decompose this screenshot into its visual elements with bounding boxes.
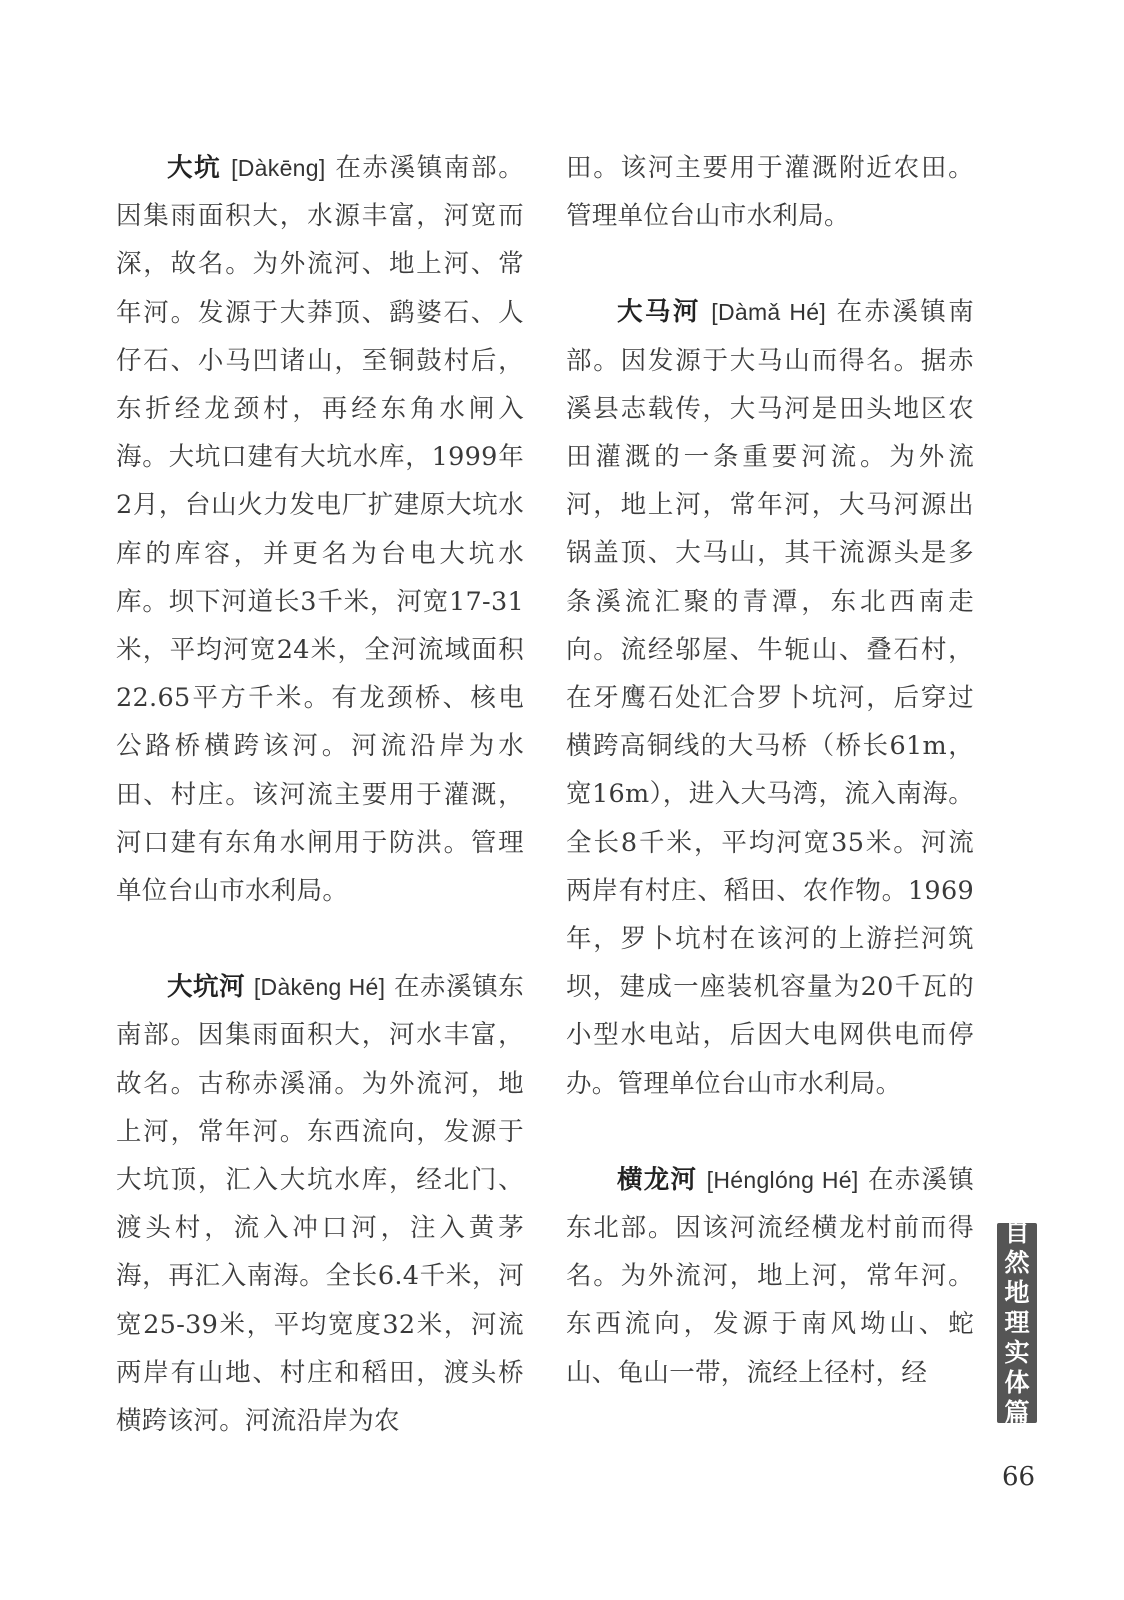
page-number: 66	[1002, 1462, 1036, 1492]
side-tab-char: 自	[1004, 1218, 1030, 1247]
entry-body: 在赤溪镇南部。因发源于大马山而得名。据赤溪县志载传，大马河是田头地区农田灌溉的一条重要河流。为外流河，地上河，常年河，大马河源出锅盖顶、大马山，其干流源头是多条溪流汇聚的青潭，东北西南走向。流经邬屋、牛轭山、叠石村，在牙鹰石处汇合罗卜坑河，后穿过横跨高铜线的大马桥（桥长61m，宽16m），进入大马湾，流入南海。全长8千米，平均河宽35米。河流两岸有村庄、稻田、农作物。1969年，罗卜坑村在该河的上游拦河筑坝，建成一座装机容量为20千瓦的小型水电站，后因大电网供电而停办。管理单位台山市水利局。	[566, 297, 975, 1099]
headword: 大坑河	[167, 972, 246, 1003]
pinyin: [Dàkēng Hé]	[253, 974, 386, 1001]
side-tab-char: 理	[1004, 1308, 1030, 1337]
pinyin: [Dàkēng]	[231, 155, 326, 181]
entry-dama-he	[566, 288, 974, 1107]
side-tab-char: 然	[1004, 1248, 1030, 1277]
entry-henglong-he	[566, 1156, 974, 1397]
left-column	[116, 144, 524, 1445]
side-tab-char: 实	[1004, 1338, 1030, 1367]
section-side-tab	[997, 1218, 1037, 1427]
entry-body: 在赤溪镇南部。因集雨面积大，水源丰富，河宽而深，故名。为外流河、地上河、常年河。发源于大莽顶、鹞婆石、人仔石、小马凹诸山，至铜鼓村后，东折经龙颈村，再经东角水闸入海。大坑口建有大坑水库，1999年2月，台山火力发电厂扩建原大坑水库的库容，并更名为台电大坑水库。坝下河道长3千米，河宽17-31米，平均河宽24米，全河流域面积22.65平方千米。有龙颈桥、核电公路桥横跨该河。河流沿岸为水田、村庄。该河流主要用于灌溉，河口建有东角水闸用于防洪。管理单位台山市水利局。	[116, 153, 525, 907]
pinyin: [Dàmǎ Hé]	[711, 299, 827, 326]
headword: 横龙河	[617, 1164, 698, 1195]
headword: 大坑	[167, 153, 222, 183]
pinyin: [Hénglóng Hé]	[706, 1166, 859, 1193]
entry-body: 在赤溪镇东北部。因该河流经横龙村前而得名。为外流河，地上河，常年河。东西流向，发源于南风坳山、蛇山、龟山一带，流经上径村，经	[566, 1164, 975, 1388]
entry-continuation: 田。该河主要用于灌溉附近农田。管理单位台山市水利局。	[566, 153, 974, 232]
entry-body: 在赤溪镇东南部。因集雨面积大，河水丰富，故名。古称赤溪涌。为外流河，地上河，常年河。东西流向，发源于大坑顶，汇入大坑水库，经北门、渡头村，流入冲口河，注入黄茅海，再汇入南海。全长6.4千米，河宽25-39米，平均宽度32米，河流两岸有山地、村庄和稻田，渡头桥横跨该河。河流沿岸为农	[116, 972, 524, 1437]
side-tab-char: 体	[1004, 1368, 1030, 1397]
headword: 大马河	[617, 297, 701, 328]
right-column	[566, 144, 974, 1397]
entry-dakeng-he	[116, 963, 524, 1445]
side-tab-char: 篇	[1004, 1398, 1030, 1427]
side-tab-char: 地	[1004, 1278, 1030, 1307]
entry-dakeng	[116, 144, 524, 915]
